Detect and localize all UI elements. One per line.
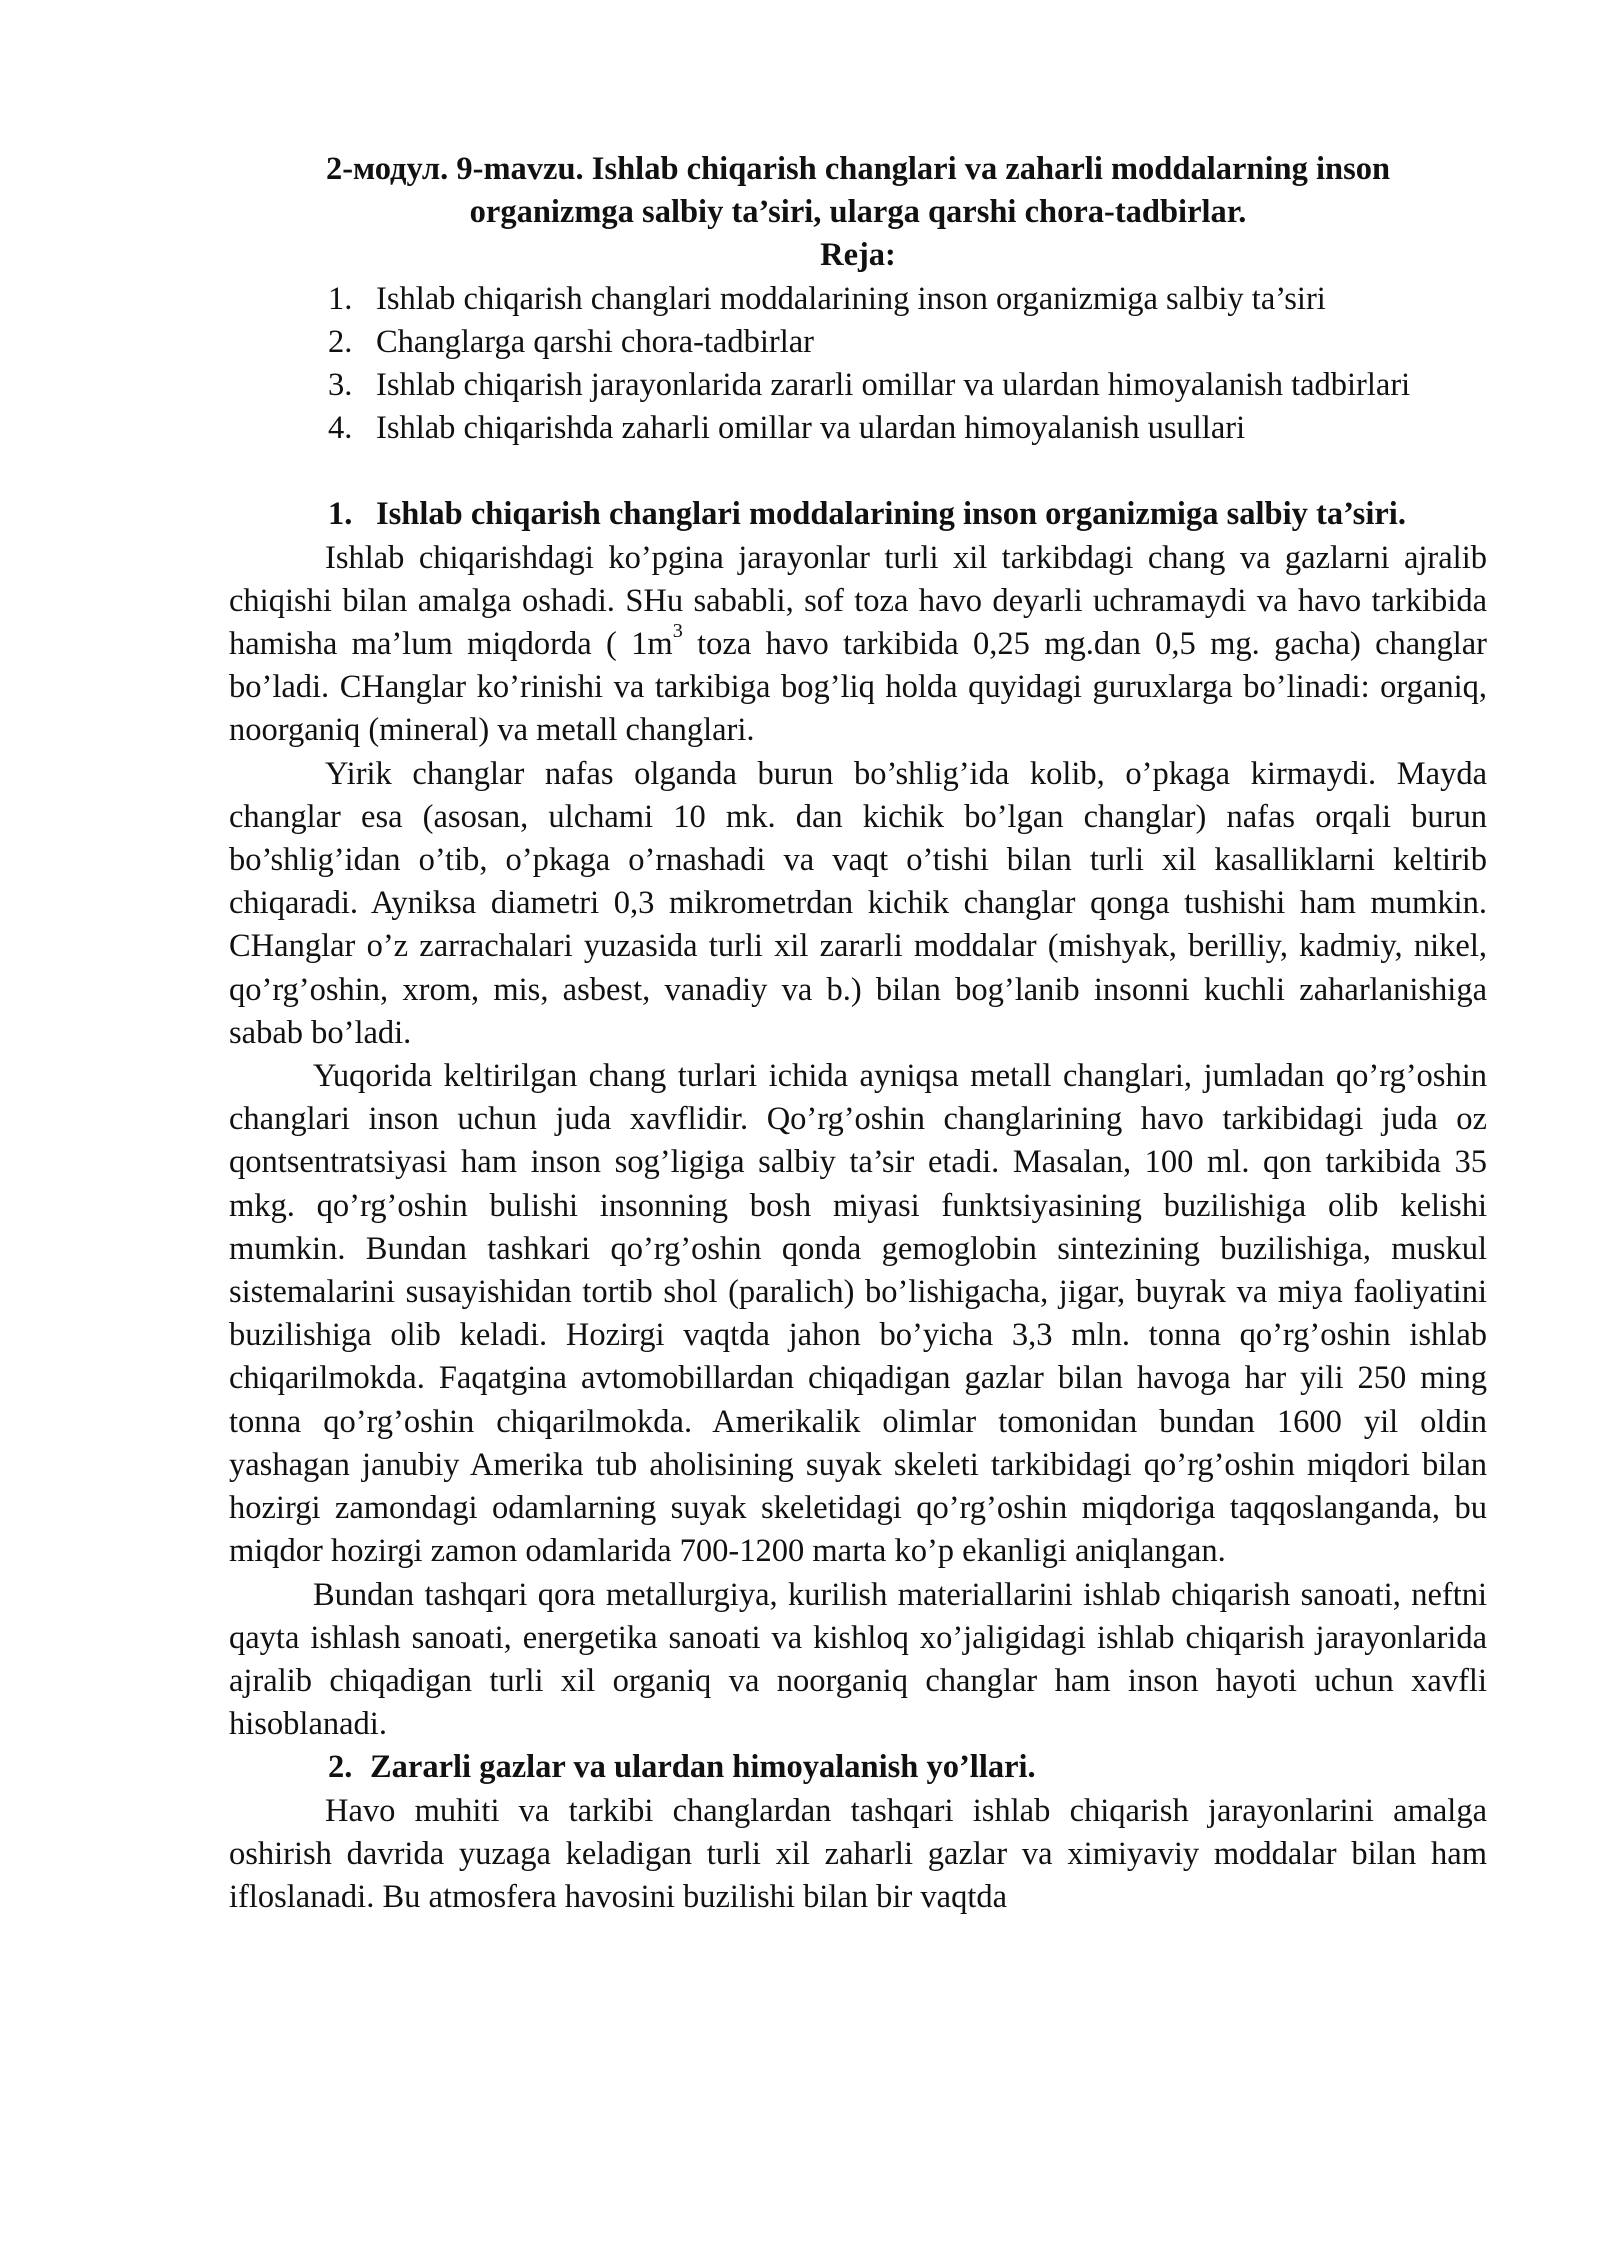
paragraph-4: Bundan tashqari qora metallurgiya, kurilish materiallarini ishlab chiqarish sanoati, neftni qayta ishlash sanoati, energetika sanoati va kishloq xo’jaligidagi ishlab chiqarish jarayonlarida ajralib chiqadigan turli xil organiq va noorganiq changlar ham inson hayoti uchun xavfli hisoblanadi. xyxy=(229,1576,1487,1743)
document-title xyxy=(229,148,1487,234)
plan-item-number: 1. xyxy=(328,280,353,317)
plan-list xyxy=(229,278,1487,451)
section-2-heading xyxy=(229,1746,1487,1789)
plan-item-text: Ishlab chiqarishda zaharli omillar va ulardan himoyalanish usullari xyxy=(376,410,1246,447)
plan-item-text: Ishlab chiqarish jarayonlarida zararli omillar va ulardan himoyalanish tadbirlari xyxy=(376,367,1411,404)
paragraph-2: Yirik changlar nafas olganda burun bo’shlig’ida kolib, o’pkaga kirmaydi. Mayda changlar esa (asosan, ulchami 10 mk. dan kichik bo’lgan changlar) nafas orqali burun bo’shlig’idan o’tib, o’pkaga o’rnashadi va vaqt o’tishi bilan turli xil kasalliklarni keltirib chiqaradi. Ayniksa diametri 0,3 mikrometrdan kichik changlar qonga tushishi ham mumkin. CHanglar o’z zarrachalari yuzasida turli xil zararli moddalar (mishyak, berilliy, kadmiy, nikel, qo’rg’oshin, xrom, mis, asbest, vanadiy va b.) bilan bog’lanib insonni kuchli zaharlanishiga sabab bo’ladi. xyxy=(229,755,1487,1051)
paragraph-5: Havo muhiti va tarkibi changlardan tashqari ishlab chiqarish jarayonlarini amalga oshirish davrida yuzaga keladigan turli xil zaharli gazlar va ximiyaviy moddalar bilan ham ifloslanadi. Bu atmosfera havosini buzilishi bilan bir vaqtda xyxy=(229,1792,1487,1915)
plan-item-number: 2. xyxy=(328,323,353,360)
plan-item-number: 4. xyxy=(328,410,353,447)
plan-item xyxy=(229,364,1487,407)
superscript-3: 3 xyxy=(672,619,683,642)
section-2-title: Zararli gazlar va ulardan himoyalanish yo’llari. xyxy=(370,1749,1036,1786)
paragraph-3: Yuqorida keltirilgan chang turlari ichida ayniqsa metall changlari, jumladan qo’rg’oshin changlari inson uchun juda xavflidir. Qo’rg’oshin changlarining havo tarkibidagi juda oz qontsentratsiyasi ham inson sog’ligiga salbiy ta’sir etadi. Masalan, 100 ml. qon tarkibida 35 mkg. qo’rg’oshin bulishi insonning bosh miyasi funktsiyasining buzilishiga olib kelishi mumkin. Bundan tashkari qo’rg’oshin qonda gemoglobin sintezining buzilishiga, muskul sistemalarini susayishidan tortib shol (paralich) bo’lishigacha, jigar, buyrak va miya faoliyatini buzilishiga olib keladi. Hozirgi vaqtda jahon bo’yicha 3,3 mln. tonna qo’rg’oshin ishlab chiqarilmokda. Faqatgina avtomobillardan chiqadigan gazlar bilan havoga har yili 250 ming tonna qo’rg’oshin chiqarilmokda. Amerikalik olimlar tomonidan bundan 1600 yil oldin yashagan janubiy Amerika tub aholisining suyak skeleti tarkibidagi qo’rg’oshin miqdori bilan hozirgi zamondagi odamlarning suyak skeletidagi qo’rg’oshin miqdoriga taqqoslanganda, bu miqdor hozirgi zamon odamlarida 700-1200 marta ko’p ekanligi aniqlangan. xyxy=(229,1058,1487,1570)
title-line-2: organizmga salbiy ta’siri, ularga qarshi chora-tadbirlar. xyxy=(469,194,1247,231)
paragraph-1-start: Ishlab chiqarishdagi ko’pgina jarayonlar turli xil tarkibdagi chang va gazlarni ajralib chiqishi bilan amalga oshadi. SHu sababli, sof toza havo deyarli uchramaydi va havo tarkibida hamisha ma’lum miqdorda ( 1m xyxy=(229,539,1487,663)
plan-item xyxy=(229,407,1487,450)
plan-item-text: Changlarga qarshi chora-tadbirlar xyxy=(376,323,814,360)
plan-item-text: Ishlab chiqarish changlari moddalarining inson organizmiga salbiy ta’siri xyxy=(376,280,1326,317)
plan-heading: Reja: xyxy=(820,237,896,274)
title-line-1: 2-модул. 9-mavzu. Ishlab chiqarish changlari va zaharli moddalarning inson xyxy=(325,151,1391,187)
paragraph-1-end: toza havo tarkibida 0,25 mg.dan 0,5 mg. gacha) changlar bo’ladi. CHanglar ko’rinishi va tarkibiga bog’liq holda quyidagi guruxlarga bo’linadi: organiq, noorganiq (mineral) va metall changlari. xyxy=(229,626,1487,749)
document-page xyxy=(229,148,1487,1919)
section-2-number: 2. xyxy=(328,1749,353,1786)
paragraph-1 xyxy=(229,537,1487,753)
plan-item-number: 3. xyxy=(328,367,353,404)
section-1-heading xyxy=(229,493,1487,536)
spacer xyxy=(229,450,1487,493)
plan-item xyxy=(229,278,1487,321)
section-1-title: Ishlab chiqarish changlari moddalarining inson organizmiga salbiy ta’siri. xyxy=(376,496,1406,533)
plan-item xyxy=(229,321,1487,364)
section-1-number: 1. xyxy=(328,496,353,533)
